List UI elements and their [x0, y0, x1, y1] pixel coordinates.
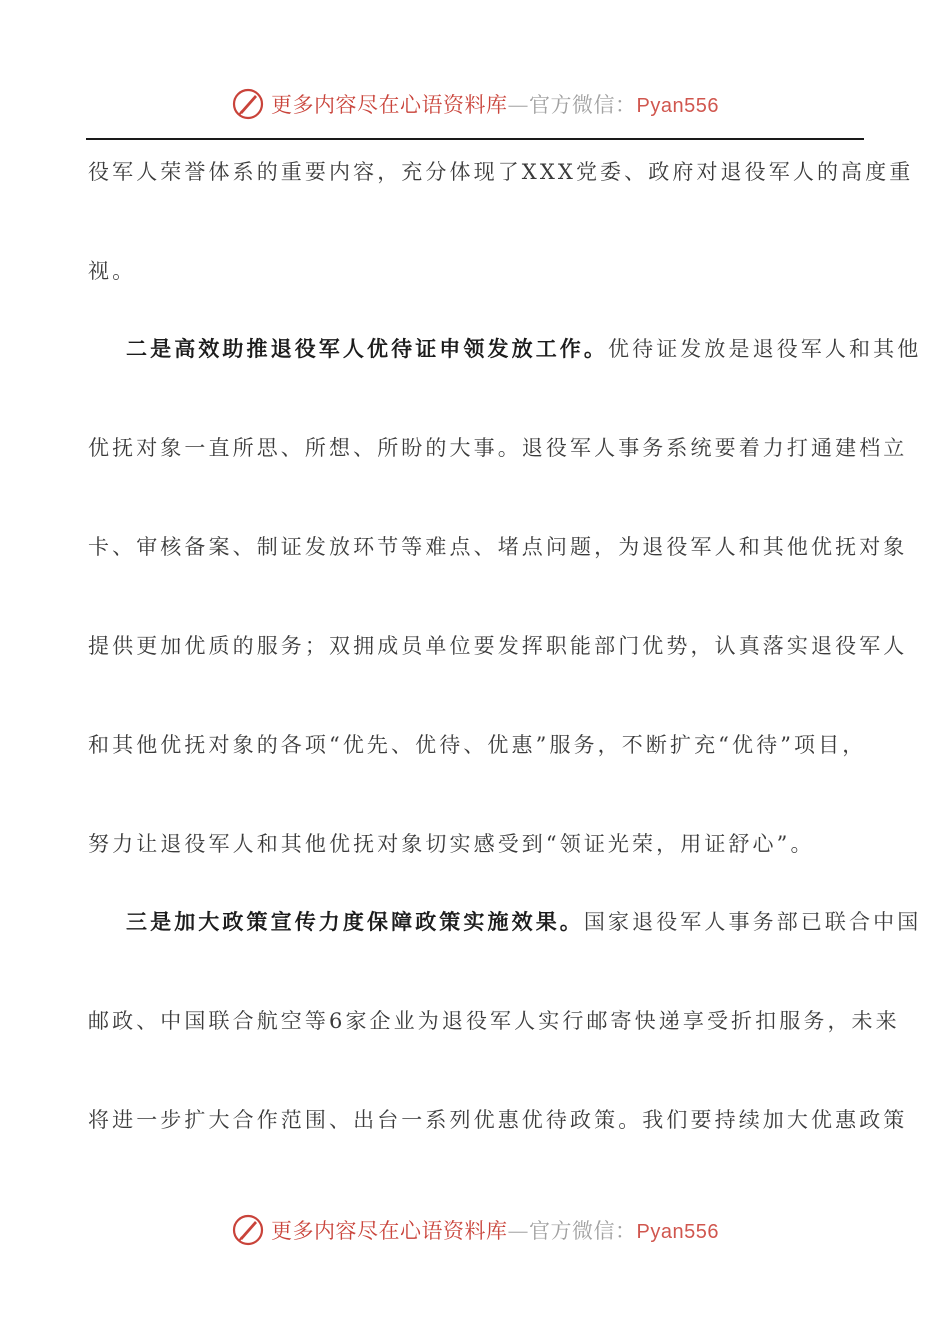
quill-logo-icon: [231, 87, 265, 121]
header-divider: [86, 138, 864, 140]
text-line: 卡、审核备案、制证发放环节等难点、堵点问题，为退役军人和其他优抚对象: [88, 535, 908, 559]
text-line: 提供更加优质的服务；双拥成员单位要发挥职能部门优势，认真落实退役军人: [88, 634, 908, 658]
text-line: 努力让退役军人和其他优抚对象切实感受到“领证光荣，用证舒心”。: [88, 832, 815, 856]
text-line: 和其他优抚对象的各项“优先、优待、优惠”服务，不断扩充“优待”项目，: [88, 733, 867, 757]
paragraph-heading: 三是加大政策宣传力度保障政策实施效果。: [126, 909, 584, 934]
header-banner-text: 更多内容尽在心语资料库—官方微信：Pyan556: [271, 93, 719, 117]
text-line: 视。: [88, 259, 137, 283]
text-line: 优抚对象一直所思、所想、所盼的大事。退役军人事务系统要着力打通建档立: [88, 436, 908, 460]
text-line: 将进一步扩大合作范围、出台一系列优惠优待政策。我们要持续加大优惠政策: [88, 1108, 908, 1132]
header-banner: [0, 84, 950, 124]
text-line: 三是加大政策宣传力度保障政策实施效果。国家退役军人事务部已联合中国: [126, 909, 922, 934]
footer-banner-text: 更多内容尽在心语资料库—官方微信：Pyan556: [271, 1219, 719, 1243]
text-line: 役军人荣誉体系的重要内容，充分体现了XXX党委、政府对退役军人的高度重: [88, 160, 914, 184]
paragraph-heading: 二是高效助推退役军人优待证申领发放工作。: [126, 336, 608, 361]
quill-logo-icon: [231, 1213, 265, 1247]
text-line: 二是高效助推退役军人优待证申领发放工作。优待证发放是退役军人和其他: [126, 336, 922, 361]
footer-banner: [0, 1210, 950, 1250]
text-line: 邮政、中国联合航空等6家企业为退役军人实行邮寄快递享受折扣服务，未来: [88, 1009, 900, 1033]
